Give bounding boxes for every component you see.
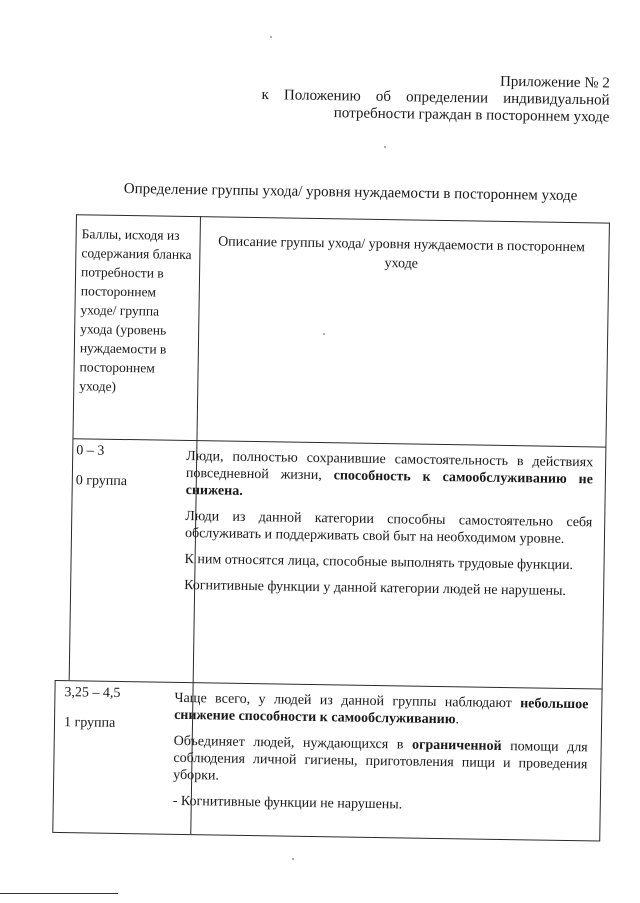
- table-border-bottom: [52, 832, 600, 842]
- description-paragraph: Люди, полностью сохранившие самостоятельность в действиях повседневной жизни, способность к самообслуживанию не снижена.: [185, 448, 594, 499]
- table-row-1-description: [173, 690, 589, 825]
- table-border-right: [599, 223, 610, 841]
- description-paragraph: Объединяет людей, нуждающихся в ограниченной помощи для соблюдения личной гигиены, приготовления пищи и проведения уборки.: [173, 733, 588, 784]
- footnote-separator: [0, 893, 118, 894]
- description-paragraph: К ним относятся лица, способные выполнять трудовые функции.: [184, 551, 574, 574]
- scan-speck: [323, 333, 325, 335]
- appendix-reference-cont: потребности граждан в постороннем уходе: [333, 105, 610, 126]
- document-title: Определение группы ухода/ уровня нуждаемости в постороннем уходе: [123, 180, 578, 205]
- appendix-header: [261, 70, 610, 126]
- description-paragraph: Когнитивные функции у данной категории людей не нарушены.: [184, 577, 567, 599]
- description-paragraph: Люди из данной категории способны самостоятельно себя обслуживать и поддерживать свой быт на необходимом уровне.: [184, 508, 593, 547]
- emphasis-text: способность к самообслуживанию не снижена.: [185, 468, 593, 499]
- table-border-left: [52, 680, 55, 832]
- care-group: 0 группа: [75, 473, 128, 490]
- table-border-top: [76, 214, 610, 223]
- table-row-1-score-cell: [64, 684, 190, 734]
- care-group: 1 группа: [63, 715, 116, 731]
- scan-speck: [270, 36, 272, 38]
- header-description-column: Описание группы ухода/ уровня нуждаемости в постороннем уходе: [218, 234, 586, 272]
- scan-speck: [292, 858, 294, 860]
- score-range: 3,25 – 4,5: [64, 685, 121, 701]
- header-score-column: Баллы, исходя из содержания бланка потребности в постороннем уходе/ группа ухода (уровень нуждаемости в постороннем уходе): [79, 226, 192, 394]
- appendix-number: Приложение № 2: [499, 73, 610, 92]
- table-row-0-score-cell: [76, 442, 192, 492]
- description-paragraph: - Когнитивные функции не нарушены.: [172, 793, 403, 813]
- care-level-table: [52, 214, 610, 841]
- emphasis-text: ограниченной: [411, 737, 502, 754]
- table-row-0-description: [184, 448, 593, 609]
- score-range: 0 – 3: [76, 443, 105, 459]
- description-paragraph: Чаще всего, у людей из данной группы наблюдают небольшое снижение способности к самообслуживанию.: [174, 690, 589, 728]
- scan-speck: [384, 146, 386, 148]
- appendix-reference: к Положению об определении индивидуальной: [261, 86, 610, 109]
- emphasis-text: небольшое снижение способности к самообслуживанию: [174, 696, 589, 728]
